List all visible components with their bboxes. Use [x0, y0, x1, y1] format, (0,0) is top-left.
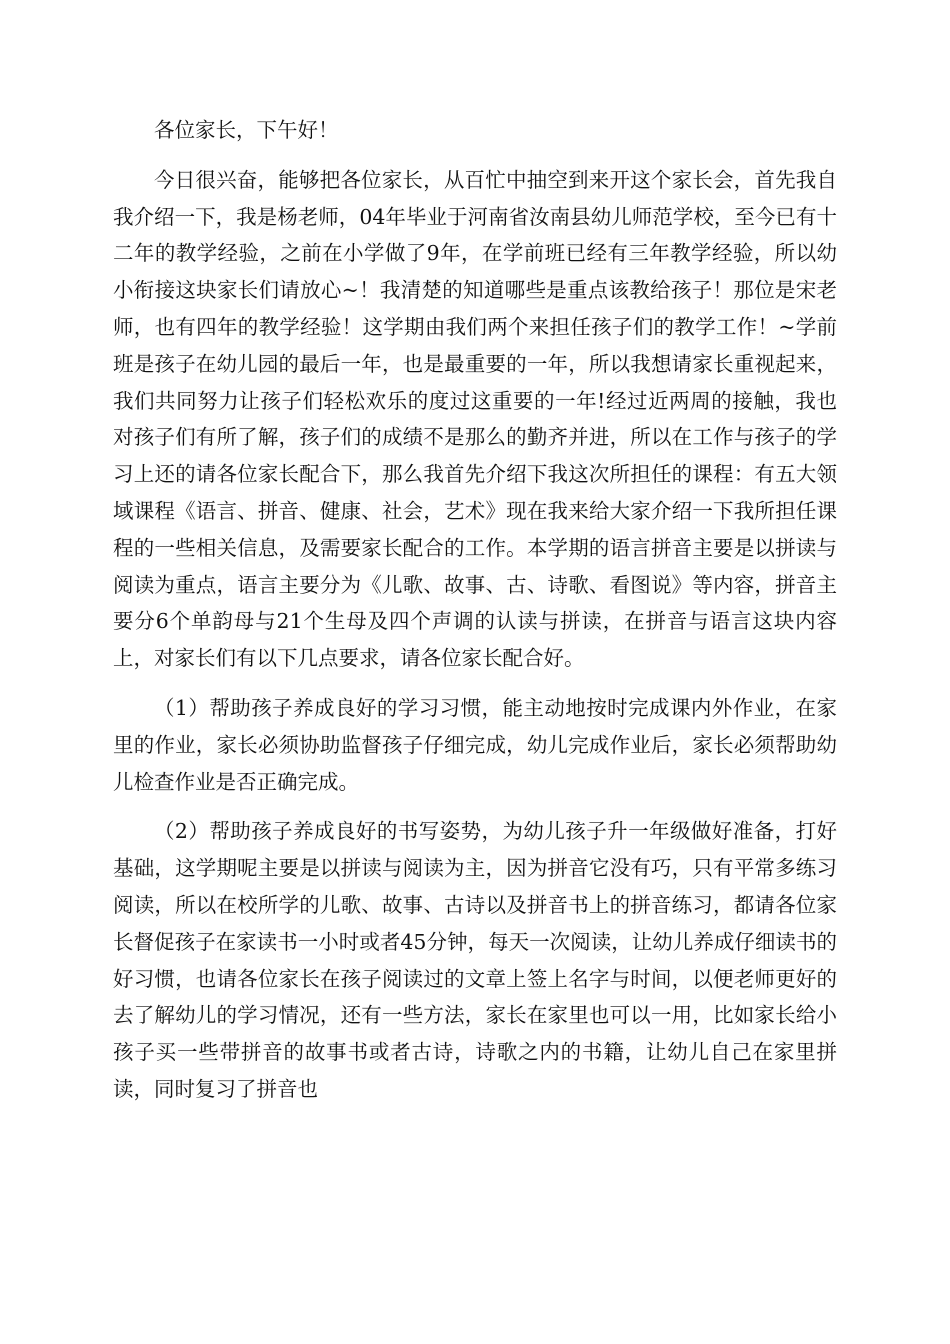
greeting-paragraph: 各位家长，下午好！ [154, 118, 339, 142]
requirement-paragraph-2: （2）帮助孩子养成良好的书写姿势，为幼儿孩子升一年级做好准备，打好基础，这学期呢主要是以拼读与阅读为主，因为拼音它没有巧，只有平常多练习阅读，所以在校所学的儿歌、故事、古诗以及拼音书上的拼音练习，都请各位家长督促孩子在家读书一小时或者45分钟，每天一次阅读，让幼儿养成仔细读书的好习惯，也请各位家长在孩子阅读过的文章上签上名字与时间，以便老师更好的去了解幼儿的学习情况，还有一些方法，家长在家里也可以一用，比如家长给小孩子买一些带拼音的故事书或者古诗，诗歌之内的书籍，让幼儿自己在家里拼读，同时复习了拼音也 [113, 819, 837, 1101]
document-body [113, 112, 837, 1108]
requirement-paragraph-1: （1）帮助孩子养成良好的学习习惯，能主动地按时完成课内外作业，在家里的作业，家长必须协助监督孩子仔细完成，幼儿完成作业后，家长必须帮助幼儿检查作业是否正确完成。 [113, 695, 837, 794]
introduction-paragraph: 今日很兴奋，能够把各位家长，从百忙中抽空到来开这个家长会，首先我自我介绍一下，我是杨老师，04年毕业于河南省汝南县幼儿师范学校，至今已有十二年的教学经验，之前在小学做了9年，在学前班已经有三年教学经验，所以幼小衔接这块家长们请放心~！我清楚的知道哪些是重点该教给孩子！那位是宋老师，也有四年的教学经验！这学期由我们两个来担任孩子们的教学工作！~学前班是孩子在幼儿园的最后一年，也是最重要的一年，所以我想请家长重视起来，我们共同努力让孩子们轻松欢乐的度过这重要的一年!经过近两周的接触，我也对孩子们有所了解，孩子们的成绩不是那么的勤齐并进，所以在工作与孩子的学习上还的请各位家长配合下，那么我首先介绍下我这次所担任的课程：有五大领域课程《语言、拼音、健康、社会，艺术》现在我来给大家介绍一下我所担任课程的一些相关信息，及需要家长配合的工作。本学期的语言拼音主要是以拼读与阅读为重点，语言主要分为《儿歌、故事、古、诗歌、看图说》等内容，拼音主要分6个单韵母与21个生母及四个声调的认读与拼读，在拼音与语言这块内容上，对家长们有以下几点要求，请各位家长配合好。 [113, 167, 837, 671]
